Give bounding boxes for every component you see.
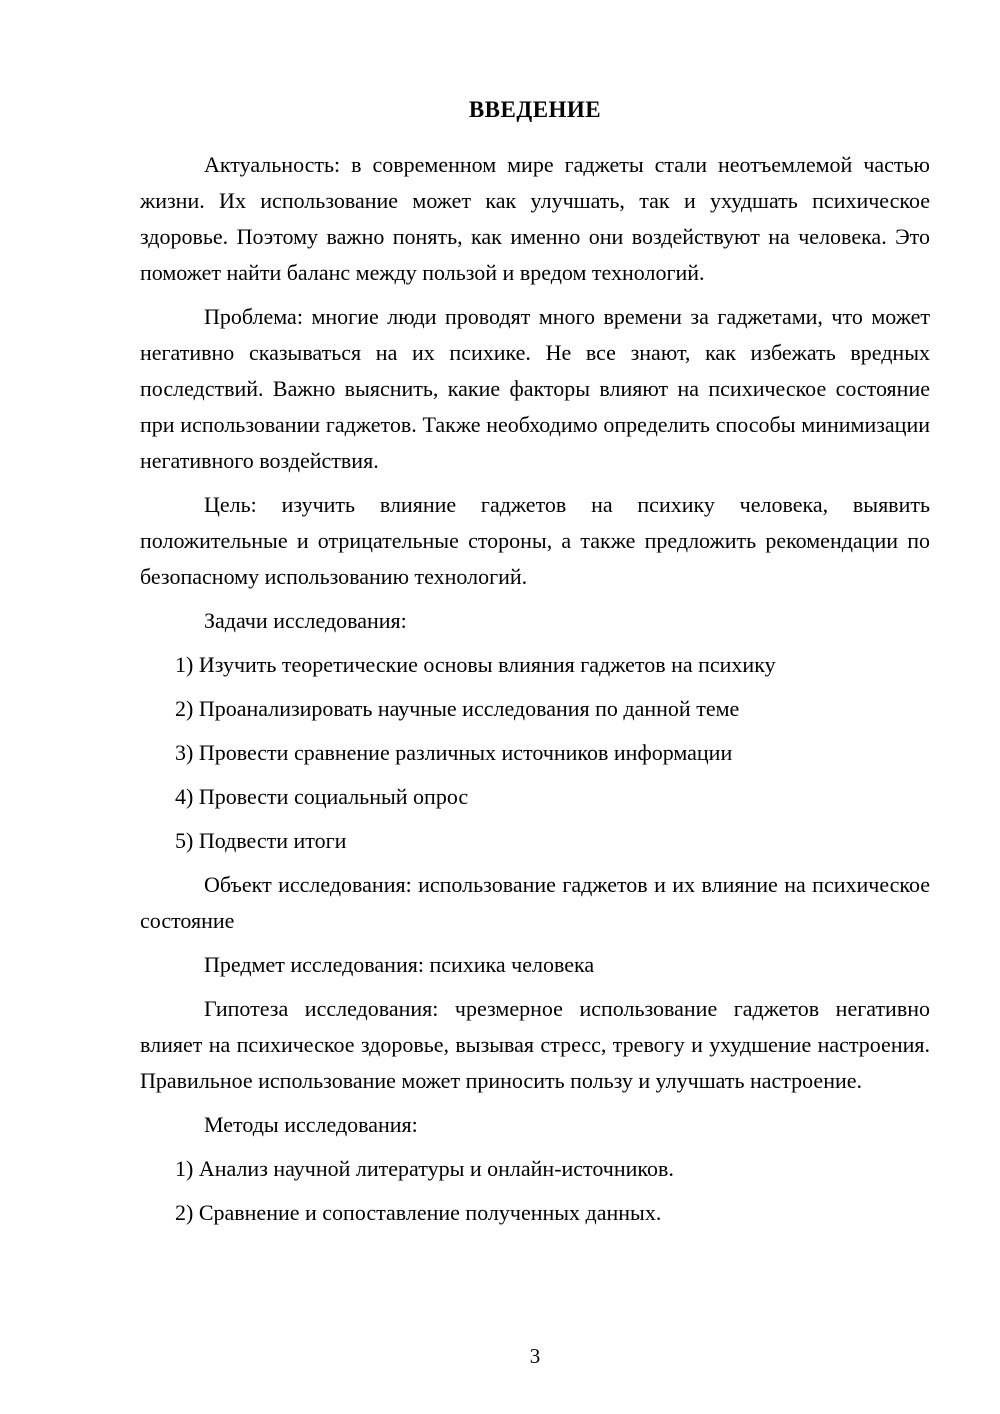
paragraph-goal: Цель: изучить влияние гаджетов на психику человека, выявить положительные и отрицательные стороны, а также предложить рекомендации по безопасному использованию технологий. [140, 492, 930, 589]
heading-tasks: Задачи исследования: [204, 608, 407, 633]
paragraph-subject: Предмет исследования: психика человека [204, 952, 595, 977]
method-list-item: 2) Сравнение и сопоставление полученных данных. [175, 1200, 662, 1225]
task-list-item: 5) Подвести итоги [175, 828, 347, 853]
task-list-item: 4) Провести социальный опрос [175, 784, 469, 809]
task-list-item: 1) Изучить теоретические основы влияния гаджетов на психику [175, 652, 776, 677]
paragraph-hypothesis: Гипотеза исследования: чрезмерное использование гаджетов негативно влияет на психическое здоровье, вызывая стресс, тревогу и ухудшение настроения. Правильное использование может приносить пользу и улучшать настроение. [140, 996, 930, 1093]
paragraph-problem: Проблема: многие люди проводят много времени за гаджетами, что может негативно сказываться на их психике. Не все знают, как избежать вредных последствий. Важно выяснить, какие факторы влияют на психическое состояние при использовании гаджетов. Также необходимо определить способы минимизации негативного воздействия. [140, 304, 930, 473]
task-list-item: 2) Проанализировать научные исследования по данной теме [175, 696, 740, 721]
paragraph-relevance: Актуальность: в современном мире гаджеты стали неотъемлемой частью жизни. Их использование может как улучшать, так и ухудшать психическое здоровье. Поэтому важно понять, как именно они воздействуют на человека. Это поможет найти баланс между пользой и вредом технологий. [140, 152, 930, 285]
task-list-item: 3) Провести сравнение различных источников информации [175, 740, 733, 765]
page-number: 3 [529, 1344, 541, 1368]
paragraph-object: Объект исследования: использование гаджетов и их влияние на психическое состояние [140, 872, 930, 933]
page-title: ВВЕДЕНИЕ [468, 97, 602, 122]
method-list-item: 1) Анализ научной литературы и онлайн-источников. [175, 1156, 674, 1181]
heading-methods: Методы исследования: [204, 1112, 418, 1137]
